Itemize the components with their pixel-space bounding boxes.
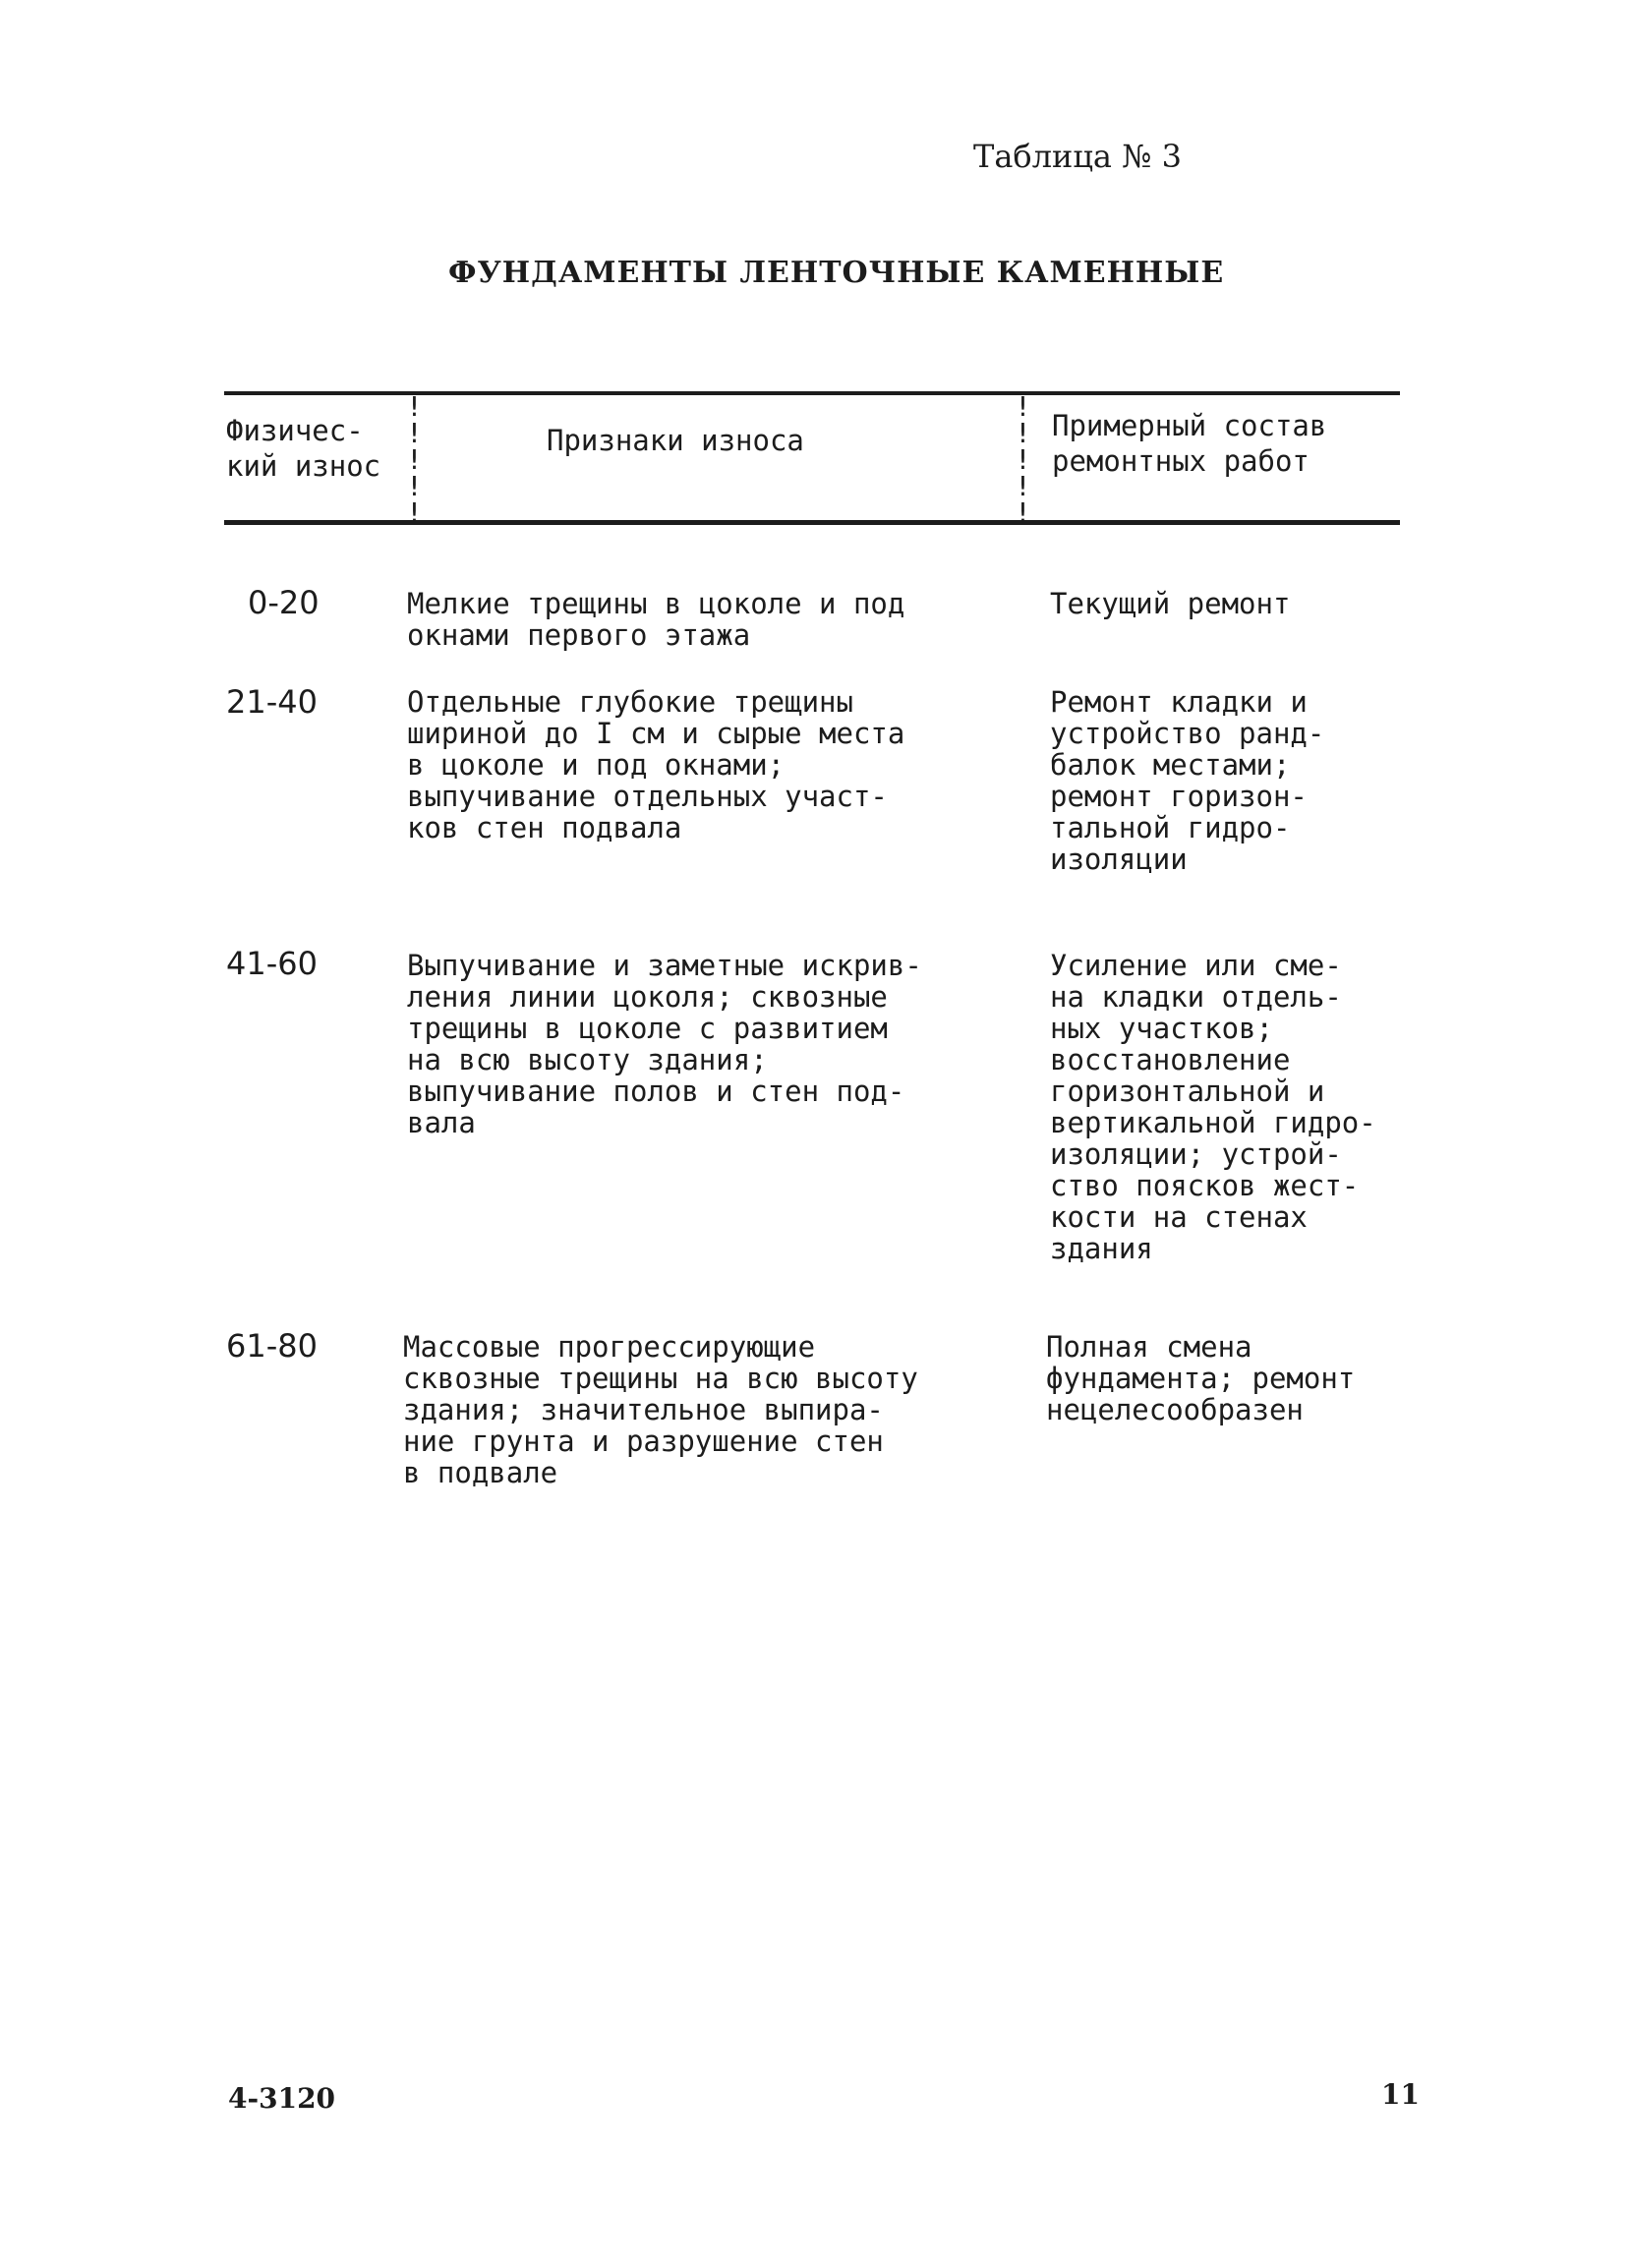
footer-page-number: 11 <box>1381 2078 1420 2111</box>
row-repair-works: Усиление или сме- на кладки отдель- ных участков; восстановление горизонтальной и вертикальной гидро- изоляции; устрой- ство поясков жест- кости на стенах здания <box>1050 949 1376 1265</box>
header-physical-wear: Физичес- кий износ <box>226 414 381 483</box>
row-wear-value: 0-20 <box>248 584 320 621</box>
page-label: Таблица № 3 <box>973 138 1182 175</box>
footer-document-code: 4-3120 <box>228 2082 336 2115</box>
header-repair-works: Примерный состав ремонтных работ <box>1052 409 1327 478</box>
row-repair-works: Полная смена фундамента; ремонт нецелесообразен <box>1046 1330 1356 1426</box>
row-wear-value: 61-80 <box>226 1327 318 1365</box>
header-wear-signs: Признаки износа <box>547 424 804 457</box>
row-wear-value: 41-60 <box>226 945 318 982</box>
row-wear-signs: Массовые прогрессирующие сквозные трещины на всю высоту здания; значительное выпира- ние грунта и разрушение стен в подвале <box>403 1330 918 1489</box>
column-separator: ! ! ! ! ! <box>406 390 423 529</box>
table-header-rule <box>224 520 1400 525</box>
document-title: ФУНДАМЕНТЫ ЛЕНТОЧНЫЕ КАМЕННЫЕ <box>448 256 1225 290</box>
row-repair-works: Ремонт кладки и устройство ранд- балок местами; ремонт горизон- тальной гидро- изоляции <box>1050 685 1325 876</box>
row-repair-works: Текущий ремонт <box>1050 587 1291 620</box>
table-top-rule <box>224 391 1400 395</box>
row-wear-signs: Мелкие трещины в цоколе и под окнами первого этажа <box>407 587 905 652</box>
row-wear-value: 21-40 <box>226 683 318 721</box>
row-wear-signs: Выпучивание и заметные искрив- ления линии цоколя; сквозные трещины в цоколе с развитием на всю высоту здания; выпучивание полов и стен под- вала <box>407 949 922 1139</box>
column-separator: ! ! ! ! ! <box>1015 390 1031 529</box>
row-wear-signs: Отдельные глубокие трещины шириной до I см и сырые места в цоколе и под окнами; выпучивание отдельных участ- ков стен подвала <box>407 685 905 844</box>
